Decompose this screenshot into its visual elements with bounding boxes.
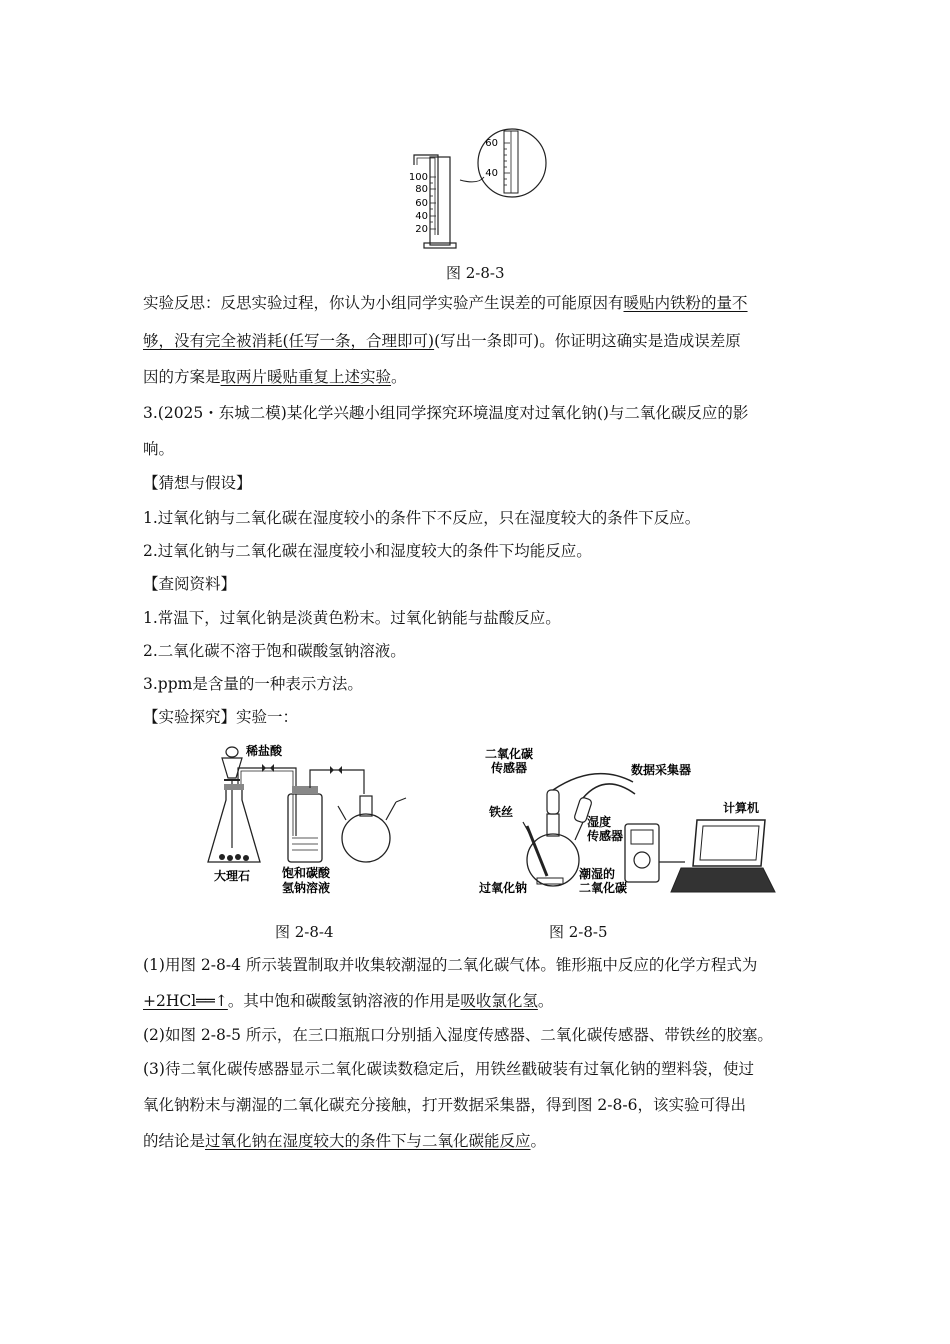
reflection-line-2 <box>143 330 741 352</box>
answer-text: 取两片暖贴重复上述实验 <box>220 368 392 386</box>
part-1-line-2 <box>143 990 553 1012</box>
part-3-line-3 <box>143 1130 546 1152</box>
reference-item-3: 3.ppm是含量的一种表示方法。 <box>143 675 363 693</box>
figure-2-8-5-caption: 图 2-8-5 <box>549 923 608 941</box>
reference-item-1: 1.常温下，过氧化钠是淡黄色粉末。过氧化钠能与盐酸反应。 <box>143 609 561 627</box>
sodium-peroxide-label: 过氧化钠 <box>479 881 528 895</box>
reflection-text: 因的方案是 <box>143 368 221 386</box>
answer-text: 够，没有完全被消耗(任写一条，合理即可) <box>143 332 435 350</box>
answer-text: +2HCl══↑ <box>143 992 228 1010</box>
marble-label: 大理石 <box>214 869 251 883</box>
part-text: 。 <box>530 1132 547 1150</box>
part-text: 。 <box>537 992 554 1010</box>
figure-2-8-3 <box>400 125 560 255</box>
part-1-line-1: (1)用图 2-8-4 所示装置制取并收集较潮湿的二氧化碳气体。锥形瓶中反应的化学方程式为 <box>143 956 758 974</box>
hypothesis-item-1: 1.过氧化钠与二氧化碳在湿度较小的条件下不反应，只在湿度较大的条件下反应。 <box>143 509 701 527</box>
reflection-line-3 <box>143 366 407 388</box>
zoom-tick-40: 40 <box>485 168 498 179</box>
tick-100: 100 <box>408 172 428 183</box>
humidity-sensor-label-1: 湿度 <box>587 815 612 829</box>
figure-2-8-3-caption: 图 2-8-3 <box>446 264 505 282</box>
reference-item-2: 2.二氧化碳不溶于饱和碳酸氢钠溶液。 <box>143 642 406 660</box>
co2-sensor-label-2: 传感器 <box>491 761 528 775</box>
answer-text: 过氧化钠在湿度较大的条件下与二氧化碳能反应 <box>205 1132 531 1150</box>
hypothesis-item-2: 2.过氧化钠与二氧化碳在湿度较小和湿度较大的条件下均能反应。 <box>143 542 592 560</box>
solution-label-2: 氢钠溶液 <box>282 881 331 895</box>
answer-text: 吸收氯化氢 <box>460 992 538 1010</box>
reflection-line-1 <box>143 292 748 314</box>
data-collector-label: 数据采集器 <box>631 763 692 777</box>
part-text: 。其中饱和碳酸氢钠溶液的作用是 <box>227 992 461 1010</box>
part-text: 的结论是 <box>143 1132 206 1150</box>
humidity-sensor-label-2: 传感器 <box>587 829 624 843</box>
hypothesis-heading: 【猜想与假设】 <box>143 474 252 492</box>
part-3-line-2: 氧化钠粉末与潮湿的二氧化碳充分接触，打开数据采集器，得到图 2-8-6，该实验可得出 <box>143 1096 746 1114</box>
tick-80: 80 <box>415 184 428 195</box>
solution-label-1: 饱和碳酸 <box>282 866 331 880</box>
part-3-line-1: (3)待二氧化碳传感器显示二氧化碳读数稳定后，用铁丝戳破装有过氧化钠的塑料袋，使过 <box>143 1060 754 1078</box>
iron-wire-label: 铁丝 <box>489 805 514 819</box>
answer-text: 暖贴内铁粉的量不 <box>623 294 748 312</box>
tick-60: 60 <box>415 198 428 209</box>
co2-sensor-label-1: 二氧化碳 <box>485 747 534 761</box>
figure-2-8-4-caption: 图 2-8-4 <box>275 923 334 941</box>
references-heading: 【查阅资料】 <box>143 575 237 593</box>
part-2-line-1: (2)如图 2-8-5 所示，在三口瓶瓶口分别插入湿度传感器、二氧化碳传感器、带铁丝的胶塞。 <box>143 1026 773 1044</box>
figure-2-8-5 <box>475 742 785 902</box>
tick-40: 40 <box>415 211 428 222</box>
wet-co2-label-2: 二氧化碳 <box>579 881 628 895</box>
computer-label: 计算机 <box>723 801 760 815</box>
figure-2-8-4 <box>200 740 430 900</box>
zoom-tick-60: 60 <box>485 138 498 149</box>
question-3-line-1: 3.(2025・东城二模)某化学兴趣小组同学探究环境温度对过氧化钠()与二氧化碳反应的影 <box>143 404 749 422</box>
explore-heading: 【实验探究】实验一： <box>143 708 299 726</box>
reflection-text: 实验反思：反思实验过程，你认为小组同学实验产生误差的可能原因有 <box>143 294 624 312</box>
wet-co2-label-1: 潮湿的 <box>579 867 616 881</box>
question-3-line-2: 响。 <box>143 440 175 458</box>
reflection-text: (写出一条即可)。你证明这确实是造成误差原 <box>434 332 741 350</box>
tick-20: 20 <box>415 224 428 235</box>
acid-label: 稀盐酸 <box>246 744 283 758</box>
reflection-text: 。 <box>391 368 407 386</box>
